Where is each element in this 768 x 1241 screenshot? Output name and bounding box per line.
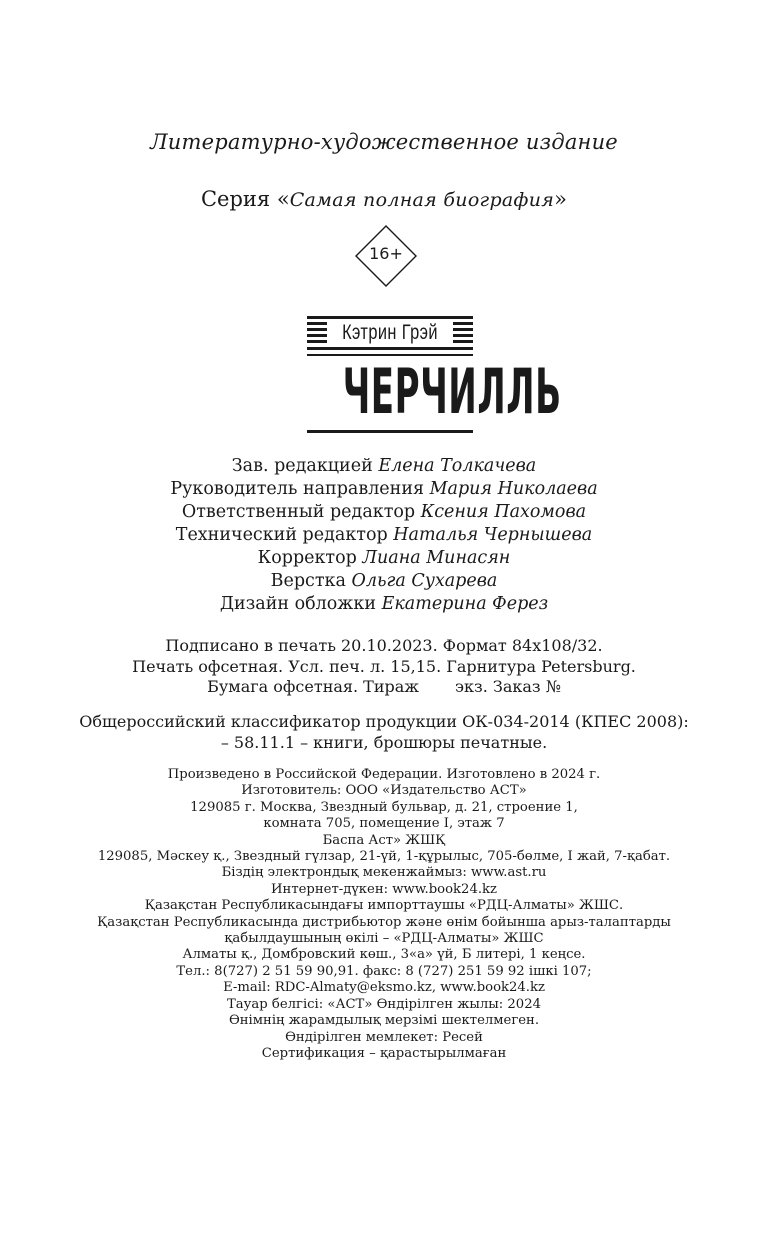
imprint-block: [0, 767, 768, 1062]
imprint-line: Изготовитель: ООО «Издательство АСТ»: [241, 783, 527, 799]
imprint-line: Қазақстан Республикасында дистрибьютор және өнім бойынша арыз-талаптарды: [97, 914, 671, 930]
credit-line: [0, 593, 768, 616]
credit-role: Технический редактор: [175, 525, 394, 545]
imprint-line: E-mail: RDC-Almaty@eksmo.kz, www.book24.kz: [223, 980, 545, 996]
credit-name: Ксения Пахомова: [420, 502, 587, 522]
classifier-line: Общероссийский классификатор продукции ОК-034-2014 (КПЕС 2008):: [79, 712, 689, 731]
classifier-line: – 58.11.1 – книги, брошюры печатные.: [220, 732, 548, 752]
imprint-line: Интернет-дүкен: www.book24.kz: [271, 881, 497, 897]
credit-line: [0, 547, 768, 570]
imprint-line: 129085 г. Москва, Звездный бульвар, д. 21, строение 1,: [190, 799, 578, 815]
credit-line: [0, 478, 768, 501]
credit-line: [0, 570, 768, 593]
imprint-line: Біздің электрондық мекенжаймыз: www.ast.ru: [221, 865, 547, 881]
imprint-line: Өнімнің жарамдылық мерзімі шектелмеген.: [228, 1013, 540, 1029]
imprint-line: Алматы қ., Домбровский көш., 3«а» үй, Б литері, 1 кеңсе.: [182, 947, 586, 963]
credit-name: Елена Толкачева: [378, 456, 537, 476]
credit-role: Зав. редакцией: [231, 456, 379, 476]
imprint-line: Произведено в Российской Федерации. Изготовлено в 2024 г.: [167, 767, 601, 782]
credit-name: Наталья Чернышева: [393, 525, 593, 545]
print-run-label: Бумага офсетная. Тираж: [207, 677, 420, 696]
credit-role: Корректор: [257, 548, 363, 568]
imprint-line: Тауар белгісі: «АСТ» Өндірілген жылы: 2024: [227, 996, 541, 1012]
credit-role: Дизайн обложки: [219, 594, 382, 614]
edition-type: Литературно-художественное издание: [150, 130, 618, 154]
imprint-line: Баспа Аст» ЖШҚ: [322, 832, 446, 848]
series-line: [0, 187, 768, 211]
credit-role: Ответственный редактор: [181, 502, 421, 522]
age-rating-badge: [354, 224, 418, 288]
print-info-line: Печать офсетная. Усл. печ. л. 15,15. Гарнитура Petersburg.: [132, 656, 636, 676]
logo-title: ЧЕРЧИЛЛЬ: [342, 355, 562, 428]
imprint-line: Қазақстан Республикасындағы импорттаушы «РДЦ-Алматы» ЖШС.: [144, 898, 624, 914]
order-label: экз. Заказ №: [455, 677, 561, 696]
series-suffix: »: [554, 187, 568, 211]
imprint-line: Тел.: 8(727) 2 51 59 90,91. факс: 8 (727) 251 59 92 ішкі 107;: [176, 963, 592, 979]
imprint-line: Сертификация – қарастырылмаған: [261, 1045, 507, 1061]
credit-role: Верстка: [270, 571, 352, 591]
credit-line: [0, 501, 768, 524]
credit-role: Руководитель направления: [170, 479, 430, 499]
credit-name: Ольга Сухарева: [351, 571, 498, 591]
series-prefix: Серия «: [200, 187, 290, 211]
imprint-line: қабылдаушының өкілі – «РДЦ-Алматы» ЖШС: [224, 931, 544, 947]
credit-name: Екатерина Ферез: [381, 594, 549, 614]
imprint-line: Өндірілген мемлекет: Ресей: [285, 1029, 483, 1045]
book-logo: [304, 312, 562, 436]
credit-line: [0, 455, 768, 478]
print-info-line: Подписано в печать 20.10.2023. Формат 84x108/32.: [165, 636, 603, 655]
imprint-line: 129085, Мәскеу қ., Звездный гүлзар, 21-үй, 1-құрылыс, 705-бөлме, I жай, 7-қабат.: [97, 849, 671, 865]
logo-author: Кэтрин Грэй: [342, 321, 438, 344]
age-rating-text: 16+: [369, 244, 403, 263]
credit-name: Лиана Минасян: [362, 548, 511, 568]
credits-block: [0, 455, 768, 616]
print-info-line: [0, 677, 768, 698]
print-info: [0, 636, 768, 698]
series-name: Самая полная биография: [289, 189, 555, 211]
credit-line: [0, 524, 768, 547]
imprint-line: комната 705, помещение I, этаж 7: [263, 816, 505, 832]
product-classifier: [0, 712, 768, 753]
credit-name: Мария Николаева: [429, 479, 598, 499]
